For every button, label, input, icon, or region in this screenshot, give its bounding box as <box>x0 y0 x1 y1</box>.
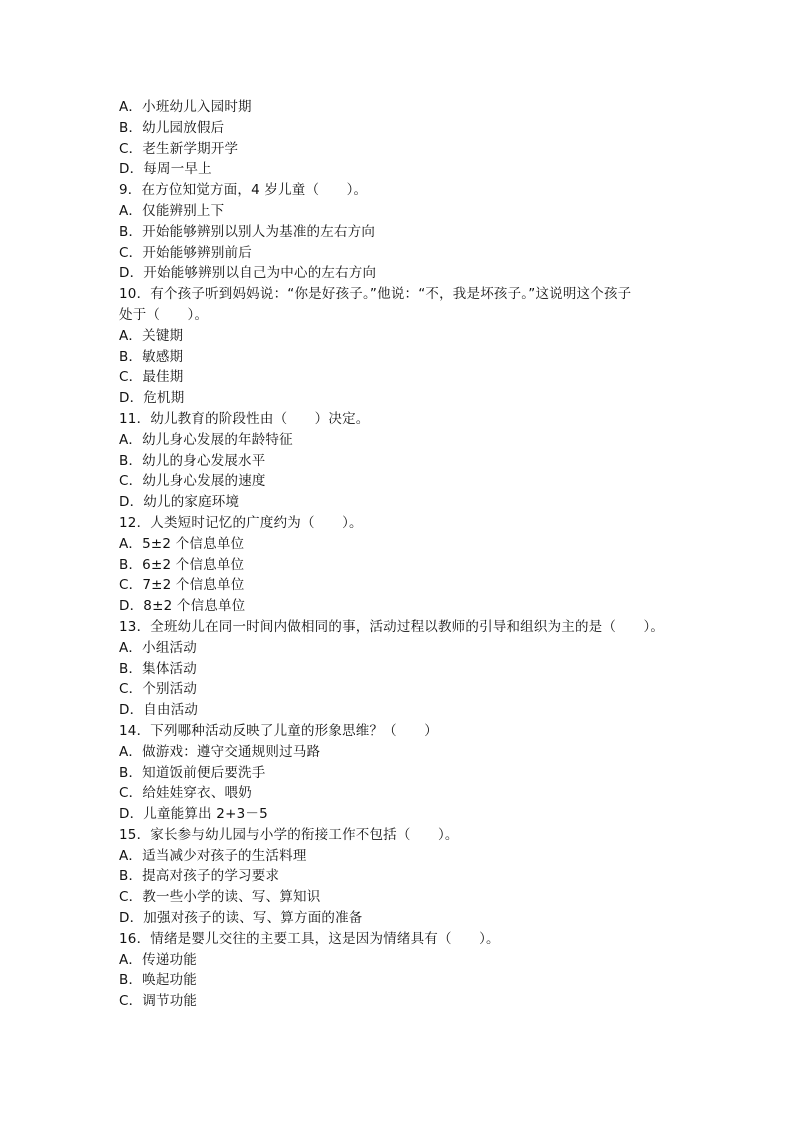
option-line: C．最佳期 <box>119 369 184 386</box>
option-line: D．危机期 <box>119 390 185 407</box>
option-line: A．适当减少对孩子的生活料理 <box>119 847 307 864</box>
question-line: 12．人类短时记忆的广度约为（ ）。 <box>119 514 363 531</box>
option-line: A．做游戏：遵守交通规则过马路 <box>119 743 321 760</box>
option-line: C．调节功能 <box>119 993 198 1010</box>
option-line: B．幼儿的身心发展水平 <box>119 452 266 469</box>
option-line: D．儿童能算出 2+3－5 <box>119 806 268 823</box>
question-line: 9．在方位知觉方面，4 岁儿童（ ）。 <box>119 182 368 199</box>
question-line: 13．全班幼儿在同一时间内做相同的事，活动过程以教师的引导和组织为主的是（ ）。 <box>119 618 665 635</box>
question-line: 10．有个孩子听到妈妈说：“你是好孩子。”他说：“不，我是坏孩子。”这说明这个孩子 <box>119 286 632 303</box>
option-line: B．敏感期 <box>119 348 184 365</box>
option-line: B．集体活动 <box>119 660 197 677</box>
option-line: B．幼儿园放假后 <box>119 119 225 136</box>
question-line: 11．幼儿教育的阶段性由（ ）决定。 <box>119 410 370 427</box>
option-line: B．开始能够辨别以别人为基准的左右方向 <box>119 223 376 240</box>
option-line: D．开始能够辨别以自己为中心的左右方向 <box>119 265 377 282</box>
option-line: D．幼儿的家庭环境 <box>119 494 240 511</box>
question-line: 14．下列哪种活动反映了儿童的形象思维？（ ） <box>119 722 438 739</box>
option-line: A．传递功能 <box>119 951 197 968</box>
option-line: B．唤起功能 <box>119 972 197 989</box>
option-line: D．加强对孩子的读、写、算方面的准备 <box>119 910 363 927</box>
option-line: A．小组活动 <box>119 639 197 656</box>
option-line: A．关键期 <box>119 327 184 344</box>
option-line: A．小班幼儿入园时期 <box>119 99 252 115</box>
option-line: A．幼儿身心发展的年龄特征 <box>119 431 293 448</box>
option-line: C．老生新学期开学 <box>119 140 239 157</box>
option-line: D．8±2 个信息单位 <box>119 598 246 615</box>
question-line: 16．情绪是婴儿交往的主要工具，这是因为情绪具有（ ）。 <box>119 930 500 947</box>
option-line: C．开始能够辨别前后 <box>119 244 252 261</box>
option-line: D．每周一早上 <box>119 161 212 178</box>
question-line: 15．家长参与幼儿园与小学的衔接工作不包括（ ）。 <box>119 826 459 843</box>
option-line: C．教一些小学的读、写、算知识 <box>119 889 321 906</box>
option-line: D．自由活动 <box>119 702 199 719</box>
exam-content <box>119 97 679 1012</box>
option-line: C．个别活动 <box>119 681 198 698</box>
option-line: A．仅能辨别上下 <box>119 202 225 219</box>
option-line: C．7±2 个信息单位 <box>119 577 245 594</box>
option-line: B．知道饭前便后要洗手 <box>119 764 266 781</box>
option-line: C．幼儿身心发展的速度 <box>119 473 266 490</box>
option-line: C．给娃娃穿衣、喂奶 <box>119 785 252 802</box>
option-line: B．提高对孩子的学习要求 <box>119 868 280 885</box>
question-line: 处于（ ）。 <box>119 306 209 323</box>
option-line: A．5±2 个信息单位 <box>119 535 245 552</box>
option-line: B．6±2 个信息单位 <box>119 556 245 573</box>
